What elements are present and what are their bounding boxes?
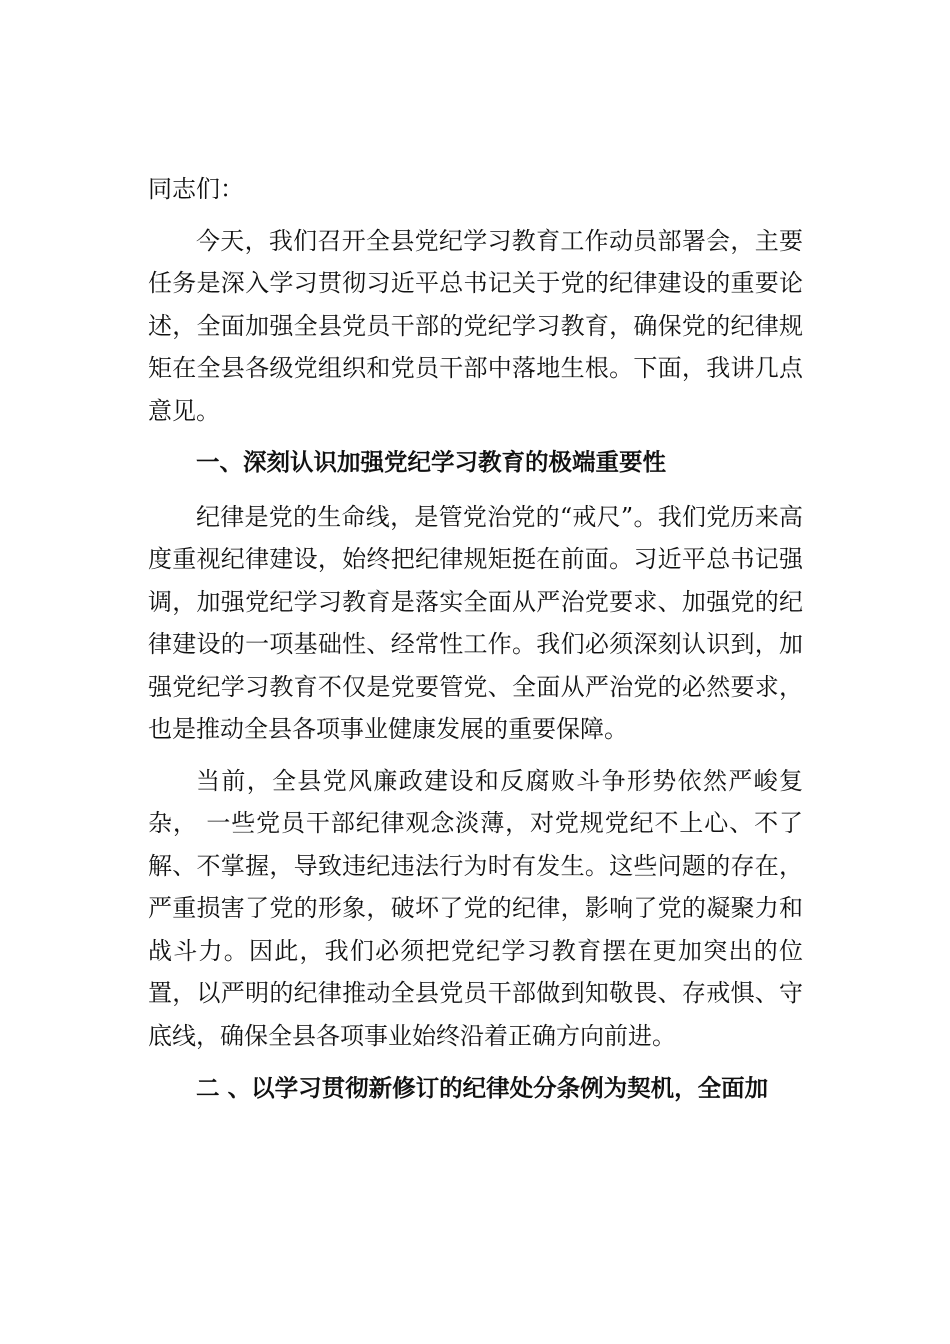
section-1-paragraph-2: 当前，全县党风廉政建设和反腐败斗争形势依然严峻复杂， 一些党员干部纪律观念淡薄，对党规党纪不上心、不了解、不掌握，导致违纪违法行为时有发生。这些问题的存在，严重损害了党的形象，破坏了党的纪律，影响了党的凝聚力和战斗力。因此，我们必须把党纪学习教育摆在更加突出的位置，以严明的纪律推动全县党员干部做到知敬畏、存戒惧、守底线，确保全县各项事业始终沿着正确方向前进。 [148, 766, 803, 1050]
section-heading-2: 二 、以学习贯彻新修订的纪律处分条例为契机，全面加 [196, 1074, 769, 1102]
opening-paragraph: 今天，我们召开全县党纪学习教育工作动员部署会，主要任务是深入学习贯彻习近平总书记关于党的纪律建设的重要论述，全面加强全县党员干部的党纪学习教育，确保党的纪律规矩在全县各级党组织和党员干部中落地生根。下面，我讲几点意见。 [148, 226, 803, 425]
section-heading-1: 一、深刻认识加强党纪学习教育的极端重要性 [196, 448, 666, 476]
salutation: 同志们： [148, 175, 244, 203]
section-1-paragraph-1: 纪律是党的生命线，是管党治党的“戒尺”。我们党历来高度重视纪律建设，始终把纪律规矩挺在前面。习近平总书记强调，加强党纪学习教育是落实全面从严治党要求、加强党的纪律建设的一项基础性、经常性工作。我们必须深刻认识到，加强党纪学习教育不仅是党要管党、全面从严治党的必然要求，也是推动全县各项事业健康发展的重要保障。 [148, 502, 803, 743]
document-body [148, 168, 803, 1122]
